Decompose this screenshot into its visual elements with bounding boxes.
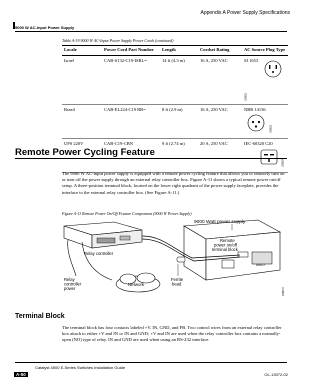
cell-rating: 16 A, 250 VAC [198, 55, 242, 104]
remote-terminal-label: Remote power on/off terminal block [212, 238, 238, 253]
footer-rule [15, 362, 287, 363]
section-paragraph: The 9000 W AC-input power supply is equipped with a remote power cycling feature that allows you to remotely turn on or turn off the power supply through an external relay controller box. Figure A-11 shows a typical remote power on/off setup. A three-position terminal block, located on the lower right quadrant of the power supply faceplate, provides the interface to the external relay controller box. (See Figure A-11.) [62, 171, 285, 195]
cell-locale: Brazil [62, 104, 102, 138]
ferrite-bead-shape [177, 257, 185, 262]
network-label: Network [128, 282, 145, 287]
cell-length: 8 ft (2.9 m) [160, 104, 198, 138]
power-supply-label: 9000 Watt power supply [194, 220, 246, 225]
page-number: A-50 [16, 372, 26, 377]
relay-controller-drawing [64, 222, 142, 248]
col-cordset-rating: Cordset Rating [198, 46, 242, 56]
document-number: OL-13972-02 [264, 372, 288, 377]
header-section-title: Appendix A Power Supply Specifications [200, 10, 290, 16]
ferrite-label: Ferrite bead [171, 277, 184, 287]
col-plug-type: AC Source Plug Type [242, 46, 288, 56]
cell-plug [242, 138, 288, 172]
footer-title: Catalyst 4500 E-Series Switches Installation Guide [35, 365, 126, 370]
relay-power-label: Relay controller power [64, 277, 82, 292]
plug-drawing-icon [246, 112, 268, 134]
plug-label: SI 1653 [244, 57, 259, 63]
table-caption: Table A-19 9000 W AC-Input Power Supply Power Cords (continued) [62, 38, 174, 43]
figure-code: 208673 [282, 287, 285, 296]
plug-drawing-icon [263, 58, 285, 80]
col-length: Length [160, 46, 198, 56]
col-part-number: Power Cord Part Number [102, 46, 160, 56]
figure-caption: Figure A-11 Remote Power On/Off Feature Components (9000 W Power Supply) [62, 211, 192, 216]
plug-label: IEC-60320 C20 [244, 140, 273, 146]
cell-locale: UPS 220V [62, 138, 102, 172]
figure-code-193623 [269, 112, 272, 134]
svg-text:193622: 193622 [244, 92, 248, 101]
cell-part: CAB-C19-CBN [102, 138, 160, 172]
cell-part: CAB-S132-C19-ISRL= [102, 55, 160, 104]
table-row [62, 104, 288, 138]
cell-length: 14 ft (4.3 m) [160, 55, 198, 104]
plug-drawing-icon [258, 146, 280, 168]
cell-rating: 20 A, 250 VAC [198, 138, 242, 172]
table-header-row [62, 46, 288, 56]
header-rule [15, 31, 287, 32]
relay-controller-label: Relay controller [84, 251, 114, 256]
table-row [62, 55, 288, 104]
cell-part: CAB-EL224-C19 BR= [102, 104, 160, 138]
figure-code-193624 [281, 146, 284, 168]
cell-plug [242, 55, 288, 104]
plug-label: NBR 14136 [244, 106, 266, 112]
cell-plug [242, 104, 288, 138]
header-chapter-title: 9000 W AC-Input Power Supply [15, 25, 75, 30]
cell-length: 9 ft (2.74 m) [160, 138, 198, 172]
unit-code-label: 9000CY [256, 264, 266, 267]
terminal-paragraph: The terminal block has four contacts labeled +V, IN, GND, and FB. Two control wires from an external relay controller box attach to either +V and IN or IN and GND; +V and IN are used when the relay controller box contains a normally-open (NO) type of relay. IN and GND are used when using an RS-232 interface. [62, 325, 282, 343]
cell-rating: 16 A, 250 VAC [198, 104, 242, 138]
section-title: Remote Power Cycling Feature [15, 147, 155, 158]
remote-power-figure [62, 218, 288, 306]
col-locale: Locale [62, 46, 102, 56]
cell-locale: Israel [62, 55, 102, 104]
section-rule [15, 158, 287, 159]
relay-power-wire [68, 240, 76, 276]
svg-text:193624: 193624 [281, 158, 285, 167]
svg-text:193623: 193623 [269, 124, 273, 133]
figure-code-193622 [244, 80, 247, 102]
subsection-title: Terminal Block [15, 313, 65, 320]
